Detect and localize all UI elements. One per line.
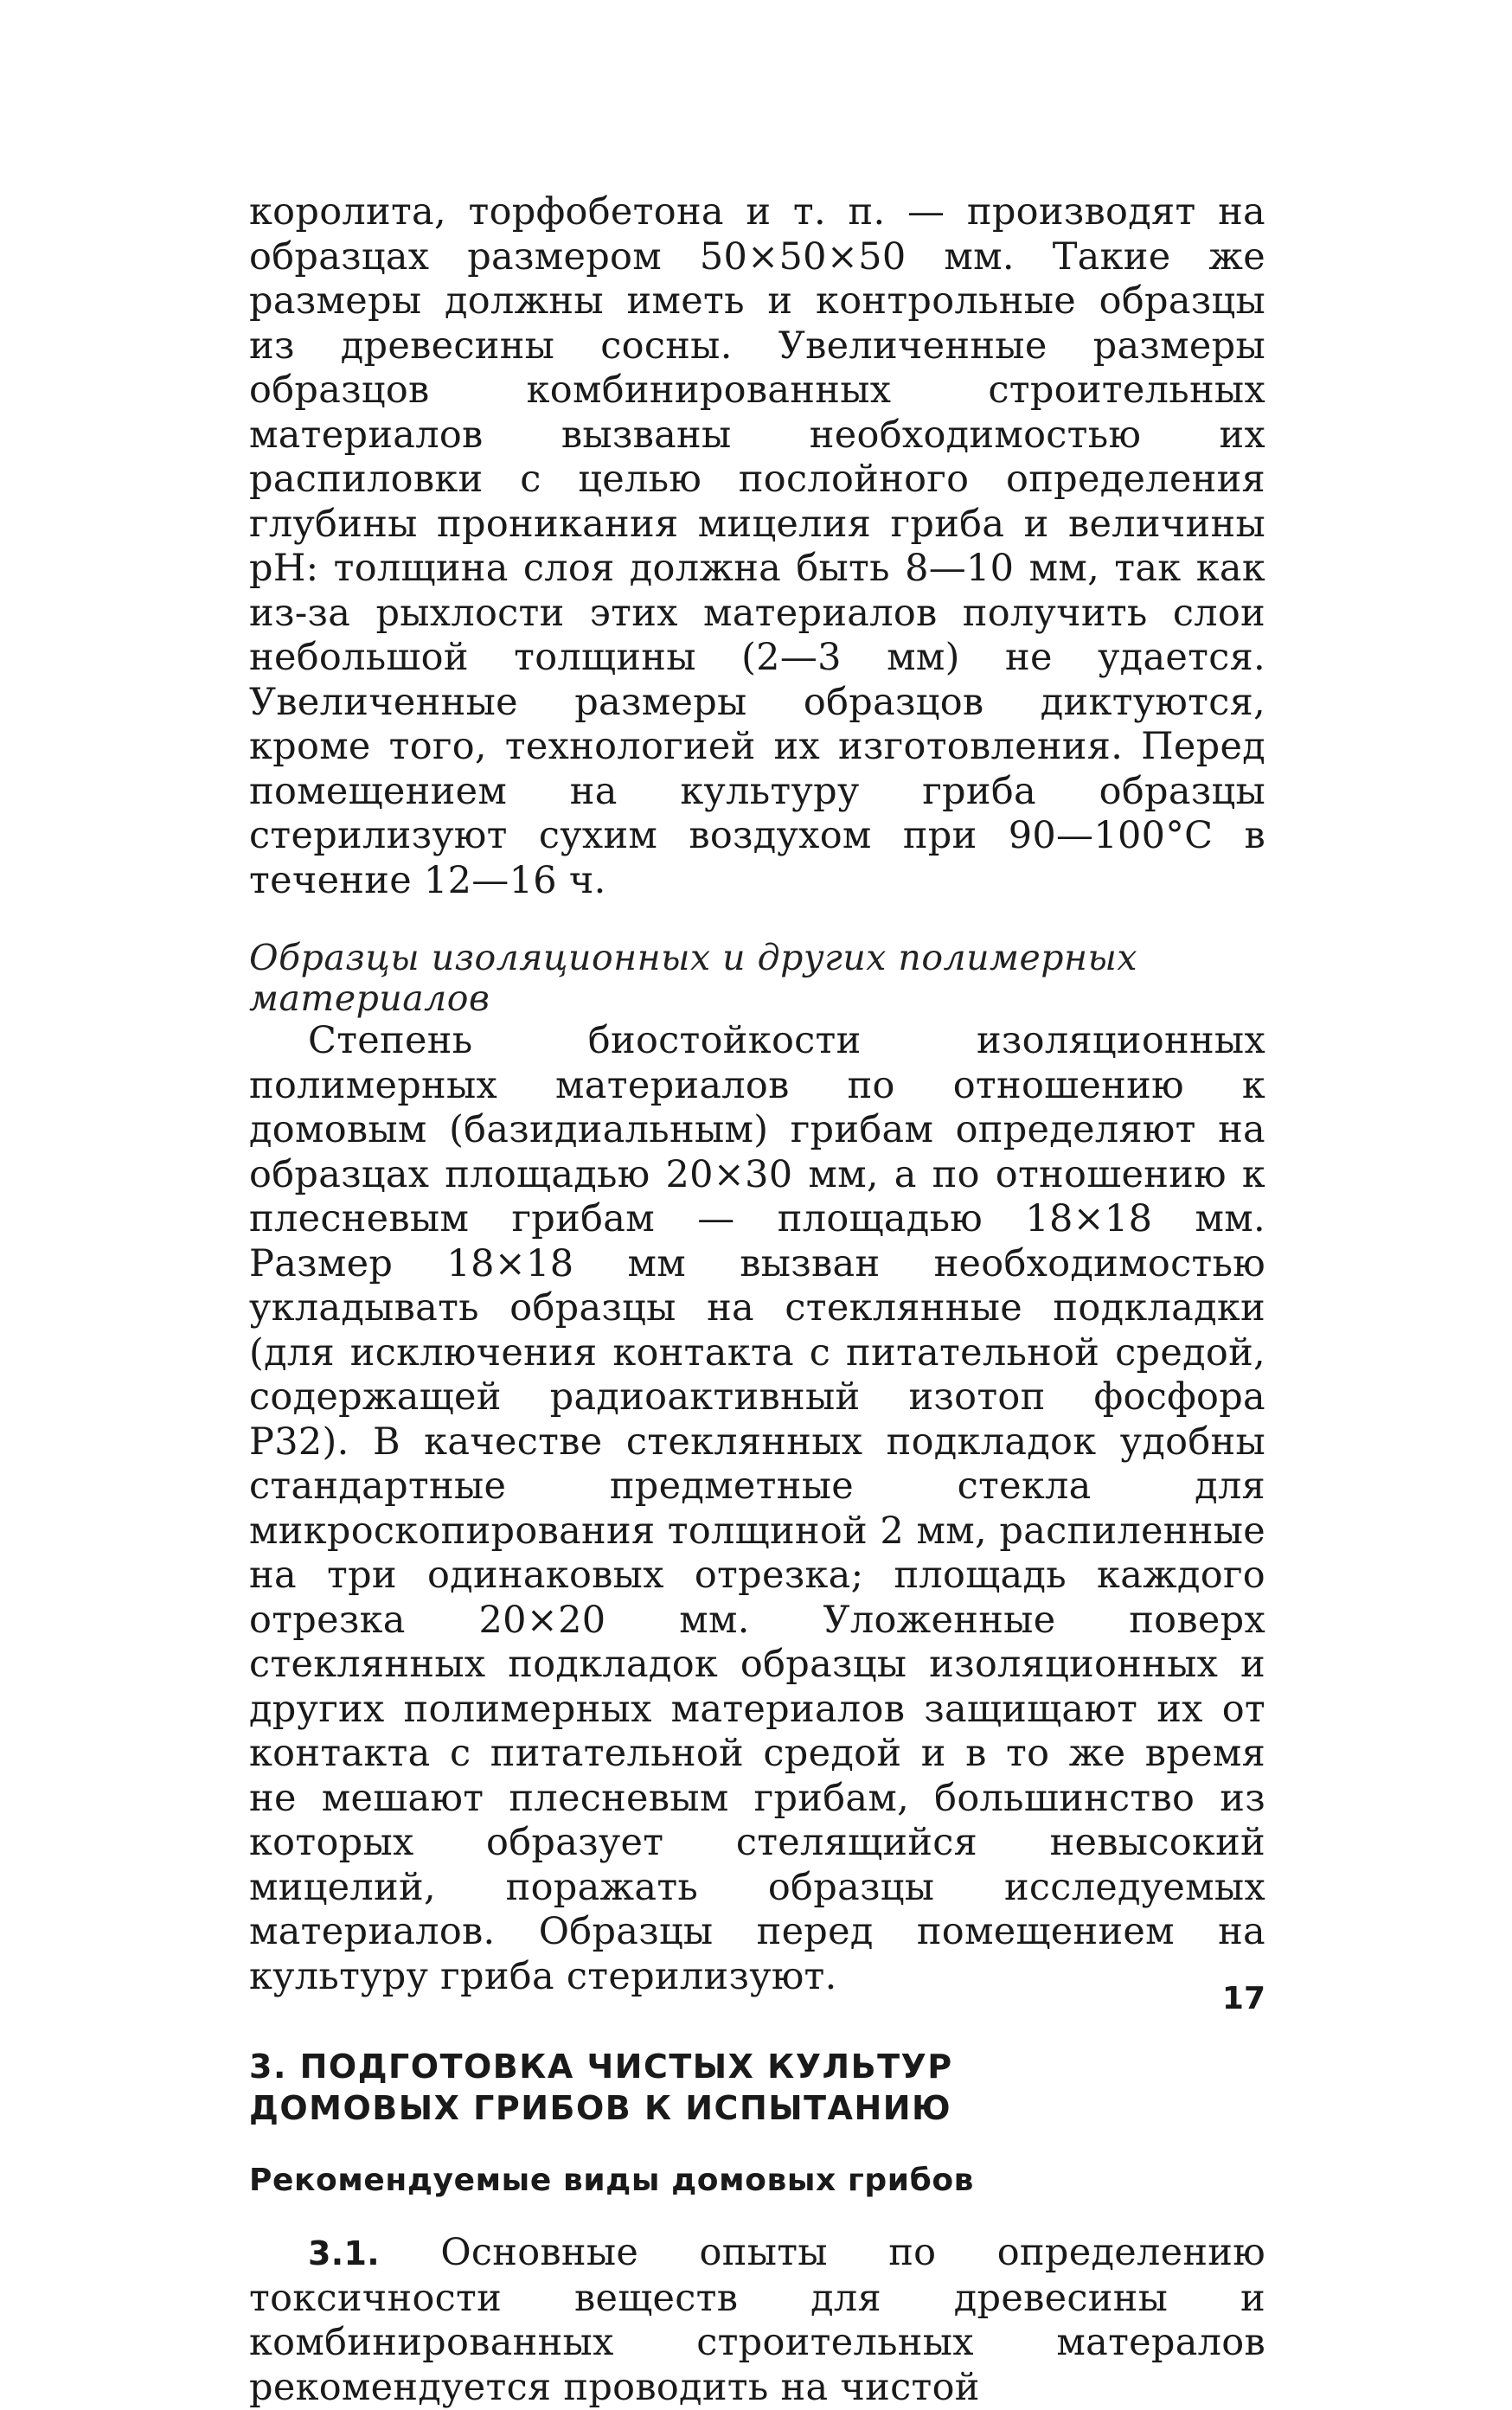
paragraph-3-text: Основные опыты по определению токсичности веществ для древесины и комбинированных строительных матералов рекомендуется проводить на чистой bbox=[249, 2231, 1266, 2409]
italic-heading: Образцы изоляционных и других полимерных материалов bbox=[249, 937, 1138, 1019]
page-body bbox=[249, 190, 1266, 2409]
subsection-heading: Рекомендуемые виды домовых грибов bbox=[249, 2163, 975, 2198]
section-heading-line-2: ДОМОВЫХ ГРИБОВ К ИСПЫТАНИЮ bbox=[249, 2089, 952, 2127]
page-number: 17 bbox=[1221, 1981, 1265, 2016]
paragraph-3-number: 3.1. bbox=[308, 2234, 380, 2272]
section-heading-line-1: 3. ПОДГОТОВКА ЧИСТЫХ КУЛЬТУР bbox=[249, 2048, 953, 2086]
paragraph-2: Степень биостойкости изоляционных полимерных материалов по отношению к домовым (базидиальным) грибам определяют на образцах площадью 20×30 мм, а по отношению к плесневым грибам — площадью 18×18 мм. Размер 18×18 мм вызван необходимостью укладывать образцы на стеклянные подкладки (для исключения контакта с питательной средой, содержащей радиоактивный изотоп фосфора P32). В качестве стеклянных подкладок удобны стандартные предметные стекла для микроскопирования толщиной 2 мм, распиленные на три одинаковых отрезка; площадь каждого отрезка 20×20 мм. Уложенные поверх стеклянных подкладок образцы изоляционных и других полимерных материалов защищают их от контакта с питательной средой и в то же время не мешают плесневым грибам, большинство из которых образует стелящийся невысокий мицелий, поражать образцы исследуемых материалов. Образцы перед помещением на культуру гриба стерилизуют. bbox=[249, 1019, 1265, 1998]
section-heading bbox=[249, 2046, 1265, 2129]
paragraph-1: королита, торфобетона и т. п. — производят на образцах размером 50×50×50 мм. Такие же размеры должны иметь и контрольные образцы из древесины сосны. Увеличенные размеры образцов комбинированных строительных материалов вызваны необходимостью их распиловки с целью послойного определения глубины проникания мицелия гриба и величины pH: толщина слоя должна быть 8—10 мм, так как из-за рыхлости этих материалов получить слои небольшой толщины (2—3 мм) не удается. Увеличенные размеры образцов диктуются, кроме того, технологией их изготовления. Перед помещением на культуру гриба образцы стерилизуют сухим воздухом при 90—100°С в течение 12—16 ч. bbox=[249, 190, 1265, 902]
paragraph-3 bbox=[249, 2231, 1265, 2410]
